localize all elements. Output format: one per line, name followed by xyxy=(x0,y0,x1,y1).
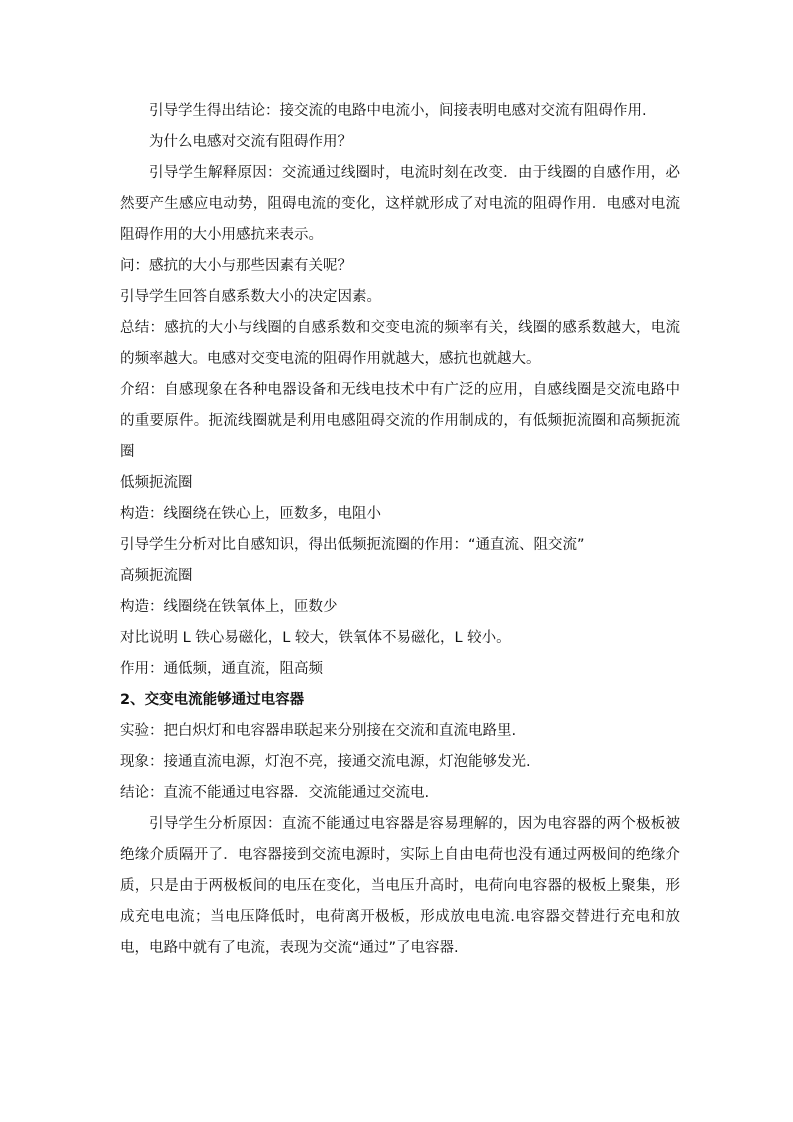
paragraph: 引导学生解释原因：交流通过线圈时，电流时刻在改变．由于线圈的自感作用，必然要产生感应电动势，阻碍电流的变化，这样就形成了对电流的阻碍作用．电感对电流阻碍作用的大小用感抗来表示。 xyxy=(120,165,680,243)
paragraph: 现象：接通直流电源，灯泡不亮，接通交流电源，灯泡能够发光. xyxy=(120,754,531,770)
section-heading: 2、交变电流能够通过电容器 xyxy=(120,692,305,708)
document-body xyxy=(120,96,680,964)
paragraph: 引导学生分析原因：直流不能通过电容器是容易理解的，因为电容器的两个极板被绝缘介质隔开了．电容器接到交流电源时，实际上自由电荷也没有通过两极间的绝缘介质，只是由于两极板间的电压在变化，当电压升高时，电荷向电容器的极板上聚集，形成充电电流；当电压降低时，电荷离开极板，形成放电电流.电容器交替进行充电和放电，电路中就有了电流，表现为交流“通过”了电容器. xyxy=(120,816,680,956)
paragraph: 引导学生回答自感系数大小的决定因素。 xyxy=(120,289,381,305)
paragraph: 引导学生分析对比自感知识，得出低频扼流圈的作用：“通直流、阻交流” xyxy=(120,537,585,553)
paragraph: 引导学生得出结论：接交流的电路中电流小，间接表明电感对交流有阻碍作用. xyxy=(149,103,647,119)
paragraph: 实验：把白炽灯和电容器串联起来分别接在交流和直流电路里. xyxy=(120,723,517,739)
paragraph: 对比说明 L 铁心易磁化，L 较大，铁氧体不易磁化，L 较小。 xyxy=(120,630,511,646)
paragraph: 总结：感抗的大小与线圈的自感系数和交变电流的频率有关，线圈的感系数越大，电流的频率越大。电感对交变电流的阻碍作用就越大，感抗也就越大。 xyxy=(120,320,680,367)
paragraph: 高频扼流圈 xyxy=(120,568,193,584)
paragraph: 低频扼流圈 xyxy=(120,475,193,491)
paragraph: 构造：线圈绕在铁氧体上，匝数少 xyxy=(120,599,338,615)
paragraph: 问：感抗的大小与那些因素有关呢？ xyxy=(120,258,352,274)
paragraph: 介绍：自感现象在各种电器设备和无线电技术中有广泛的应用，自感线圈是交流电路中的重要原件。扼流线圈就是利用电感阻碍交流的作用制成的，有低频扼流圈和高频扼流圈 xyxy=(120,382,680,460)
paragraph: 作用：通低频，通直流，阻高频 xyxy=(120,661,323,677)
paragraph: 结论：直流不能通过电容器．交流能通过交流电. xyxy=(120,785,430,801)
paragraph: 构造：线圈绕在铁心上，匝数多，电阻小 xyxy=(120,506,381,522)
paragraph: 为什么电感对交流有阻碍作用？ xyxy=(149,134,352,150)
